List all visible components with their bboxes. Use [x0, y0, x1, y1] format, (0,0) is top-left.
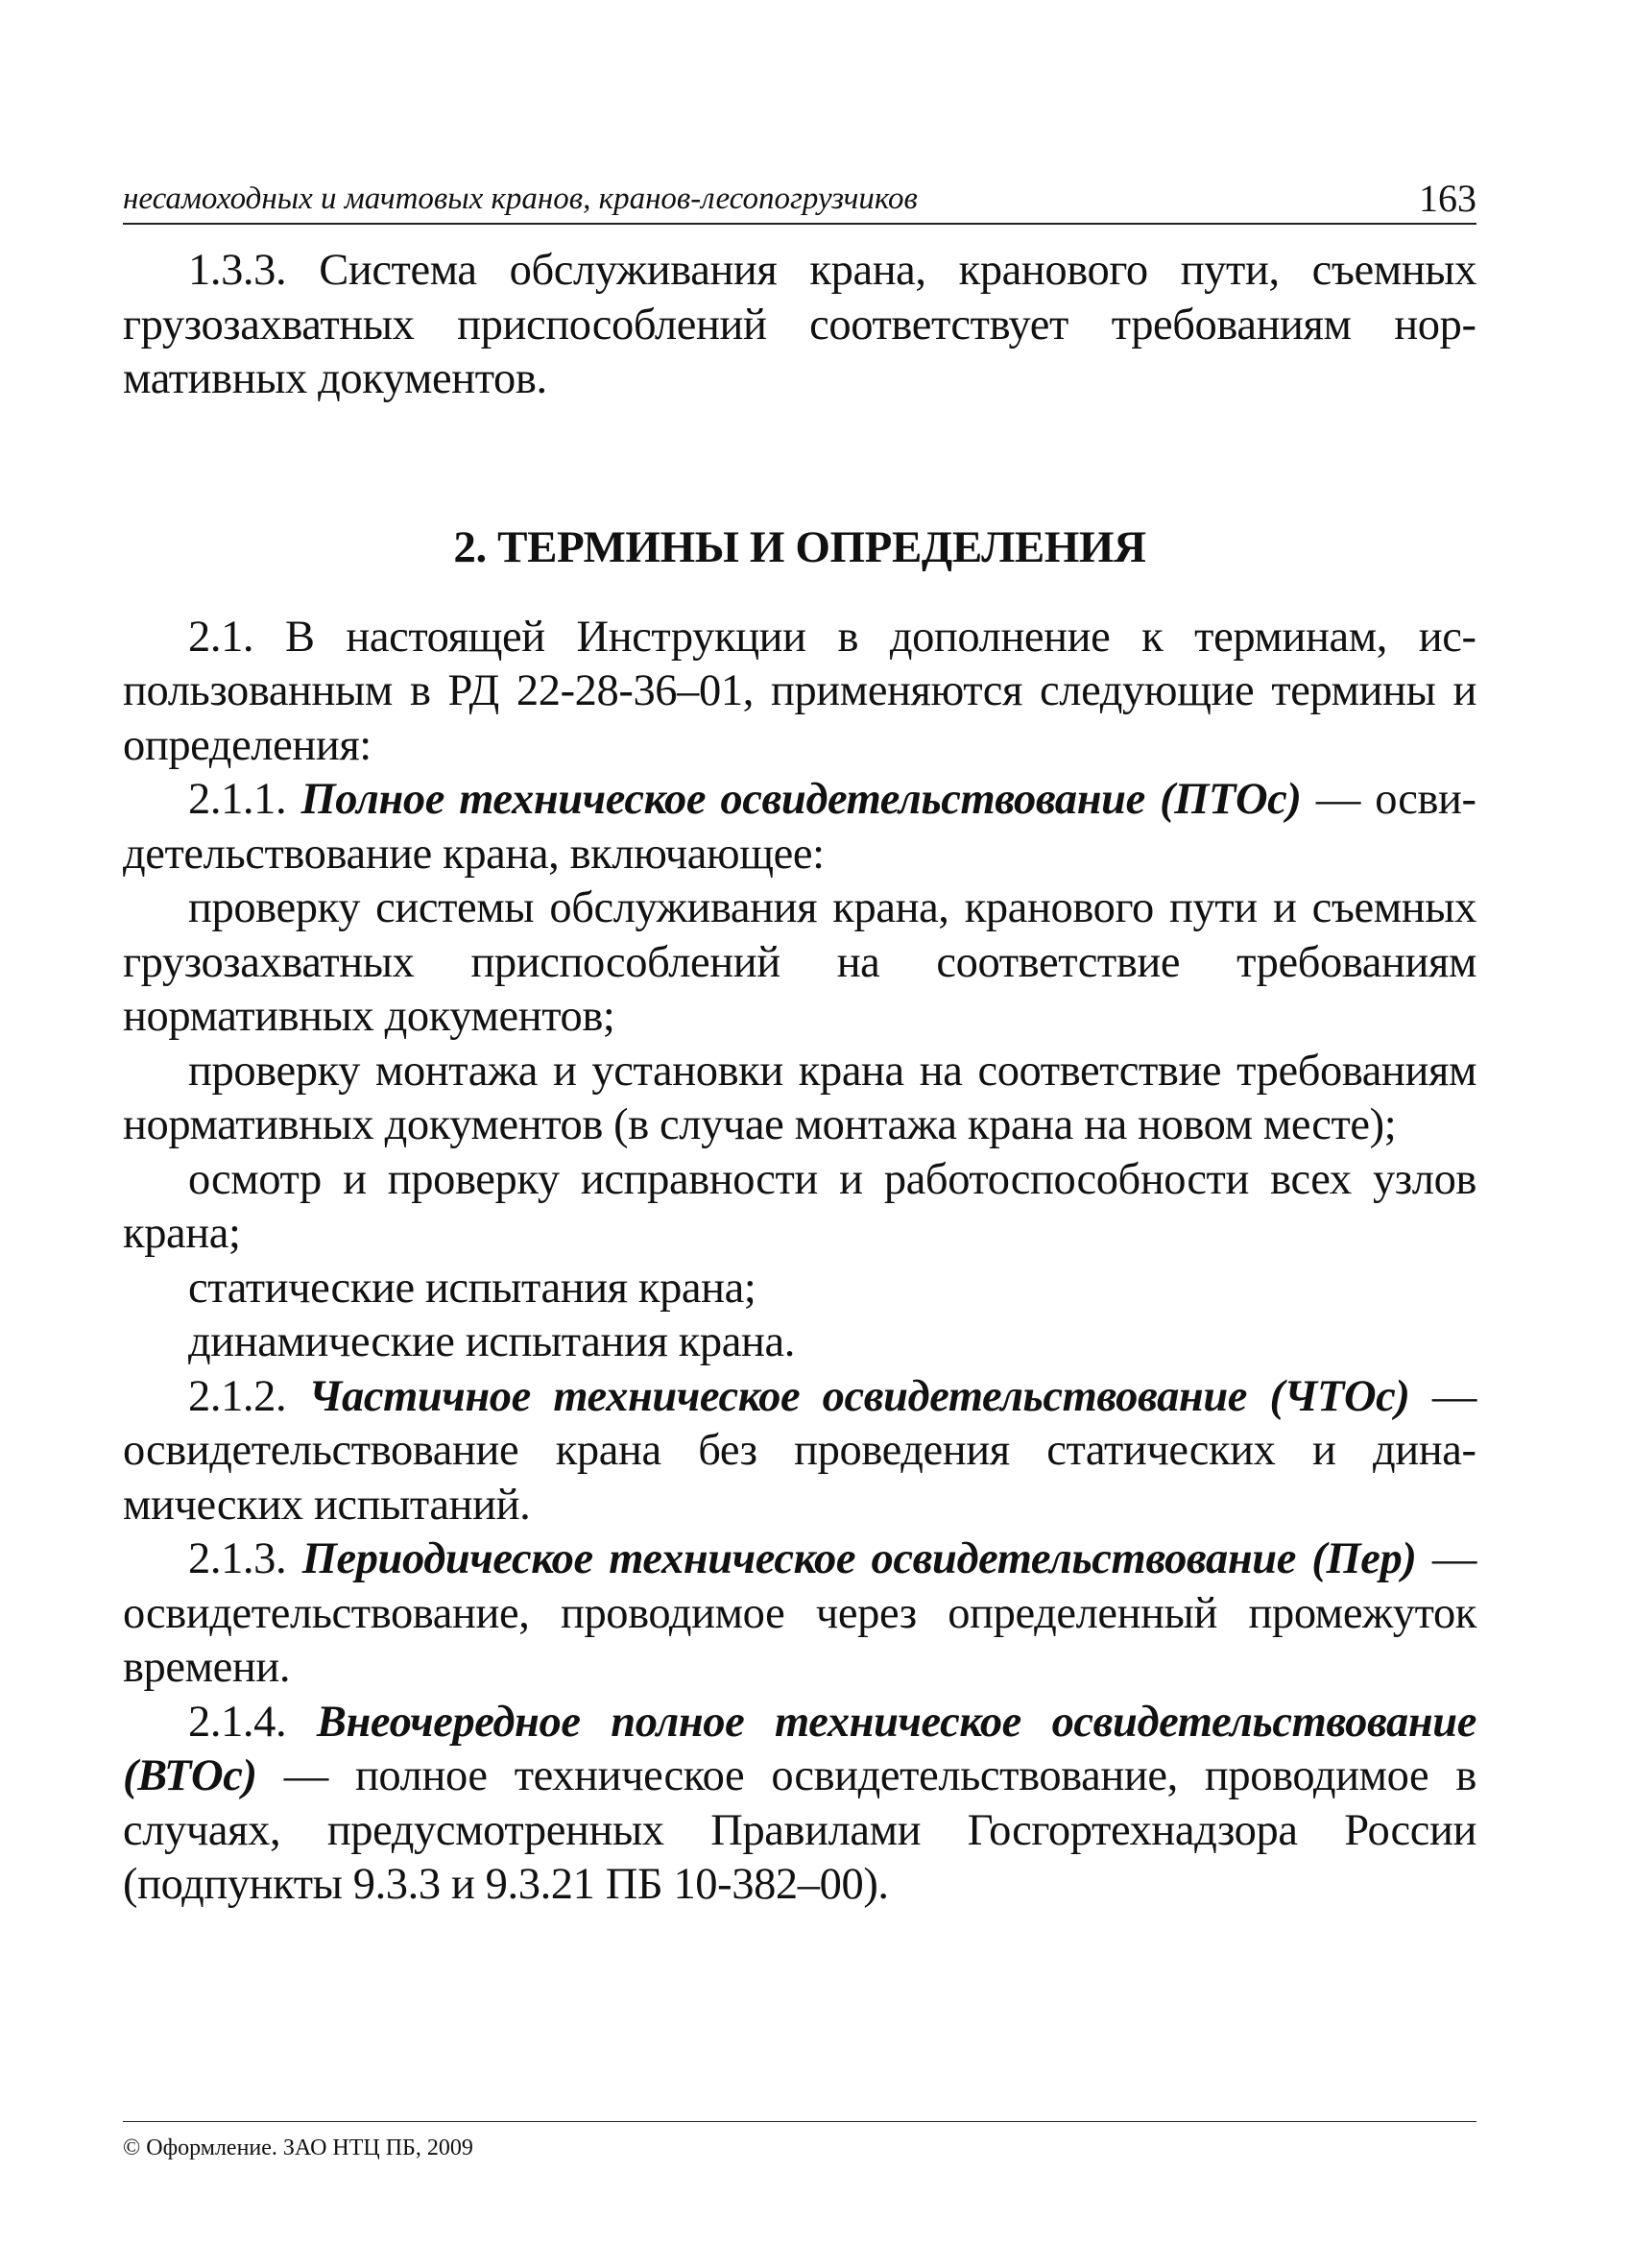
definition-text: — освидетельствование крана без проведения статических и динамических испытаний. [123, 1371, 1477, 1530]
paragraph-2-1-1 [123, 773, 1476, 881]
clause-number: 2.1.2. [188, 1371, 309, 1421]
term-ptos: Полное техническое освидетельствование (ПТОс) [300, 775, 1302, 824]
list-item-static-tests: статические испытания крана; [188, 1263, 756, 1313]
page-header [123, 175, 1476, 225]
term-chtos: Частичное техническое освидетельствование (ЧТОс) [308, 1371, 1410, 1421]
list-item-dynamic-tests: динамические испытания крана. [188, 1317, 795, 1366]
running-head: несамоходных и мачтовых кранов, кранов-лесопогрузчиков [123, 181, 918, 216]
list-item-check-system: проверку системы обслуживания крана, кранового пути и съемных грузозахватных приспособлений на соответствие требованиям нормативных документов; [123, 883, 1476, 1041]
definition-text: — освидетельствование крана, включающее: [123, 775, 1477, 879]
definition-text: — полное техническое освидетельствование, проводимое в случаях, предусмотренных Правилами Госгортехнадзора России (подпункты 9.3.3 и 9.3.21 ПБ 10-382–00). [123, 1751, 1476, 1909]
list-item-check-mount: проверку монтажа и установки крана на соответствие требованиям нормативных документов (в случае монтажа крана на новом месте); [123, 1046, 1476, 1149]
paragraph-2-1-3 [123, 1532, 1476, 1696]
definition-text: — освидетельствование, проводимое через определенный промежуток времени. [123, 1534, 1477, 1692]
copyright-notice: © Оформление. ЗАО НТЦ ПБ, 2009 [123, 2135, 473, 2160]
paragraph-2-1-4 [123, 1696, 1476, 1913]
paragraph-2-1-2 [123, 1370, 1476, 1533]
term-per: Периодическое техническое освидетельствование (Пер) [301, 1534, 1417, 1583]
section-title: 2. ТЕРМИНЫ И ОПРЕДЕЛЕНИЯ [453, 521, 1146, 572]
clause-number: 2.1.4. [188, 1697, 317, 1747]
page-footer [123, 2121, 1476, 2161]
paragraph-1-3-3: 1.3.3. Система обслуживания крана, кранового пути, съемных грузозахватных приспособлений соответствует требованиям нормативных документов. [123, 246, 1476, 403]
document-body [123, 244, 1476, 1913]
clause-number: 2.1.3. [188, 1534, 302, 1583]
list-item-inspection: осмотр и проверку исправности и работоспособности всех узлов крана; [123, 1154, 1476, 1258]
page-number: 163 [1419, 177, 1476, 220]
clause-number: 2.1.1. [188, 775, 301, 824]
paragraph-2-1: 2.1. В настоящей Инструкции в дополнение к терминам, использованным в РД 22-28-36–01, применяются следующие термины и определения: [123, 612, 1476, 770]
term-vtos: Внеочередное полное техническое освидетельствование (ВТОс) [123, 1697, 1476, 1800]
